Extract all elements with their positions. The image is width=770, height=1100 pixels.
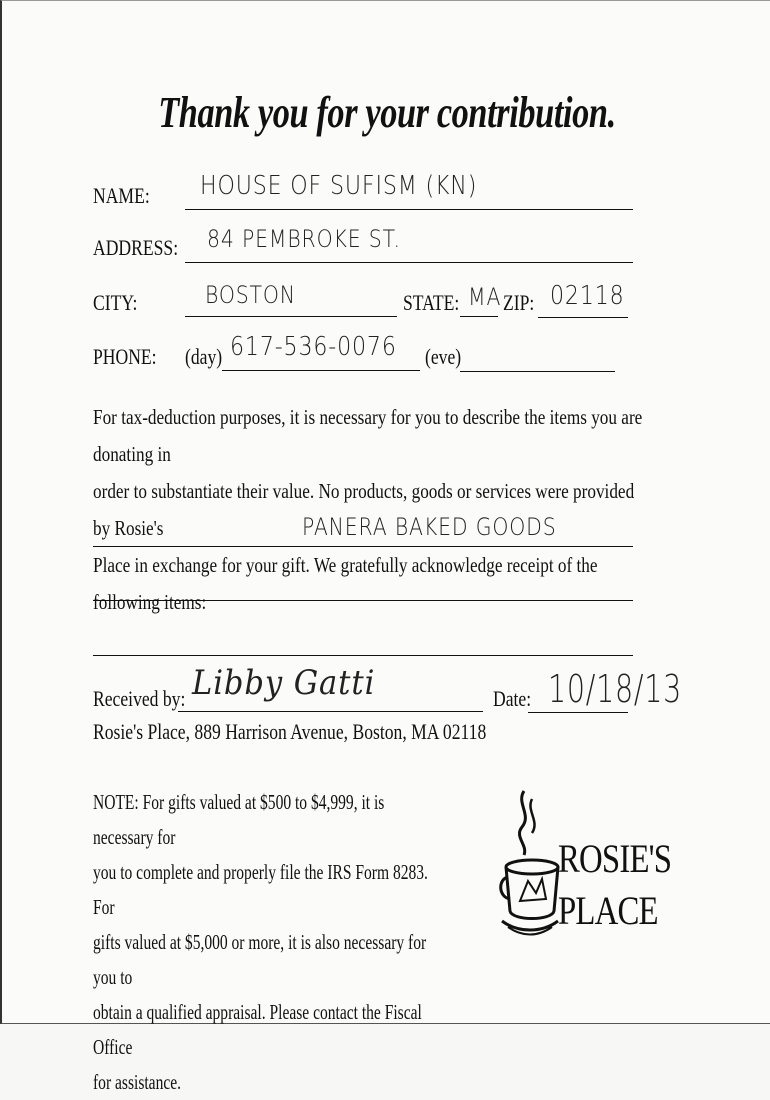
state-field-line [460,316,498,317]
date-label: Date: [493,686,532,711]
note-line: obtain a qualified appraisal. Please contact the Fiscal Office [93,1000,422,1059]
address-field-line [185,262,633,263]
signature: Libby Gatti [192,663,376,703]
organization-address: Rosie's Place, 889 Harrison Avenue, Boston, MA 02118 [93,719,487,744]
page-title: Thank you for your contribution. [158,88,616,137]
day-phone-value: 617-536-0076 [230,332,397,362]
items-line-3 [93,655,633,656]
tax-note [93,785,441,1100]
eve-phone-label: (eve) [425,344,462,369]
donated-item-1: PANERA BAKED GOODS [302,513,557,541]
city-field-line [185,316,397,317]
city-label: CITY: [93,290,138,315]
note-line: gifts valued at $5,000 or more, it is also necessary for you to [93,930,427,989]
name-label: NAME: [93,183,150,208]
state-label: STATE: [403,290,460,315]
name-field-line [185,209,633,210]
day-phone-label: (day) [185,344,223,369]
note-line: you to complete and properly file the IRS Form 8283. For [93,860,428,919]
zip-label: ZIP: [503,290,535,315]
instructions-paragraph [93,399,653,621]
steaming-cup-icon [498,781,562,941]
date-value: 10/18/13 [548,667,683,711]
city-value: BOSTON [205,281,296,309]
address-label: ADDRESS: [93,235,179,260]
address-value: 84 PEMBROKE ST. [207,225,401,253]
received-by-line [178,711,483,712]
items-line-1 [93,546,633,547]
date-line [528,712,628,713]
zip-value: 02118 [550,281,625,311]
instructions-line: order to substantiate their value. No products, goods or services were provided by Rosie's [93,479,635,540]
logo-line-2: PLACE [558,888,658,933]
items-line-2 [93,600,633,601]
instructions-line: For tax-deduction purposes, it is necessary for you to describe the items you are donating in [93,405,643,466]
zip-field-line [538,317,628,318]
state-value: MA [468,283,502,311]
name-value: HOUSE OF SUFISM (KN) [200,171,478,201]
instructions-line: Place in exchange for your gift. We gratefully acknowledge receipt of the following items: [93,553,598,614]
logo-line-1: ROSIE'S [558,836,672,881]
note-line: NOTE: For gifts valued at $500 to $4,999, it is necessary for [93,790,385,849]
note-line: for assistance. [93,1070,182,1094]
eve-phone-line [460,371,615,372]
received-by-label: Received by: [93,686,186,711]
phone-label: PHONE: [93,344,157,369]
day-phone-line [222,370,420,371]
